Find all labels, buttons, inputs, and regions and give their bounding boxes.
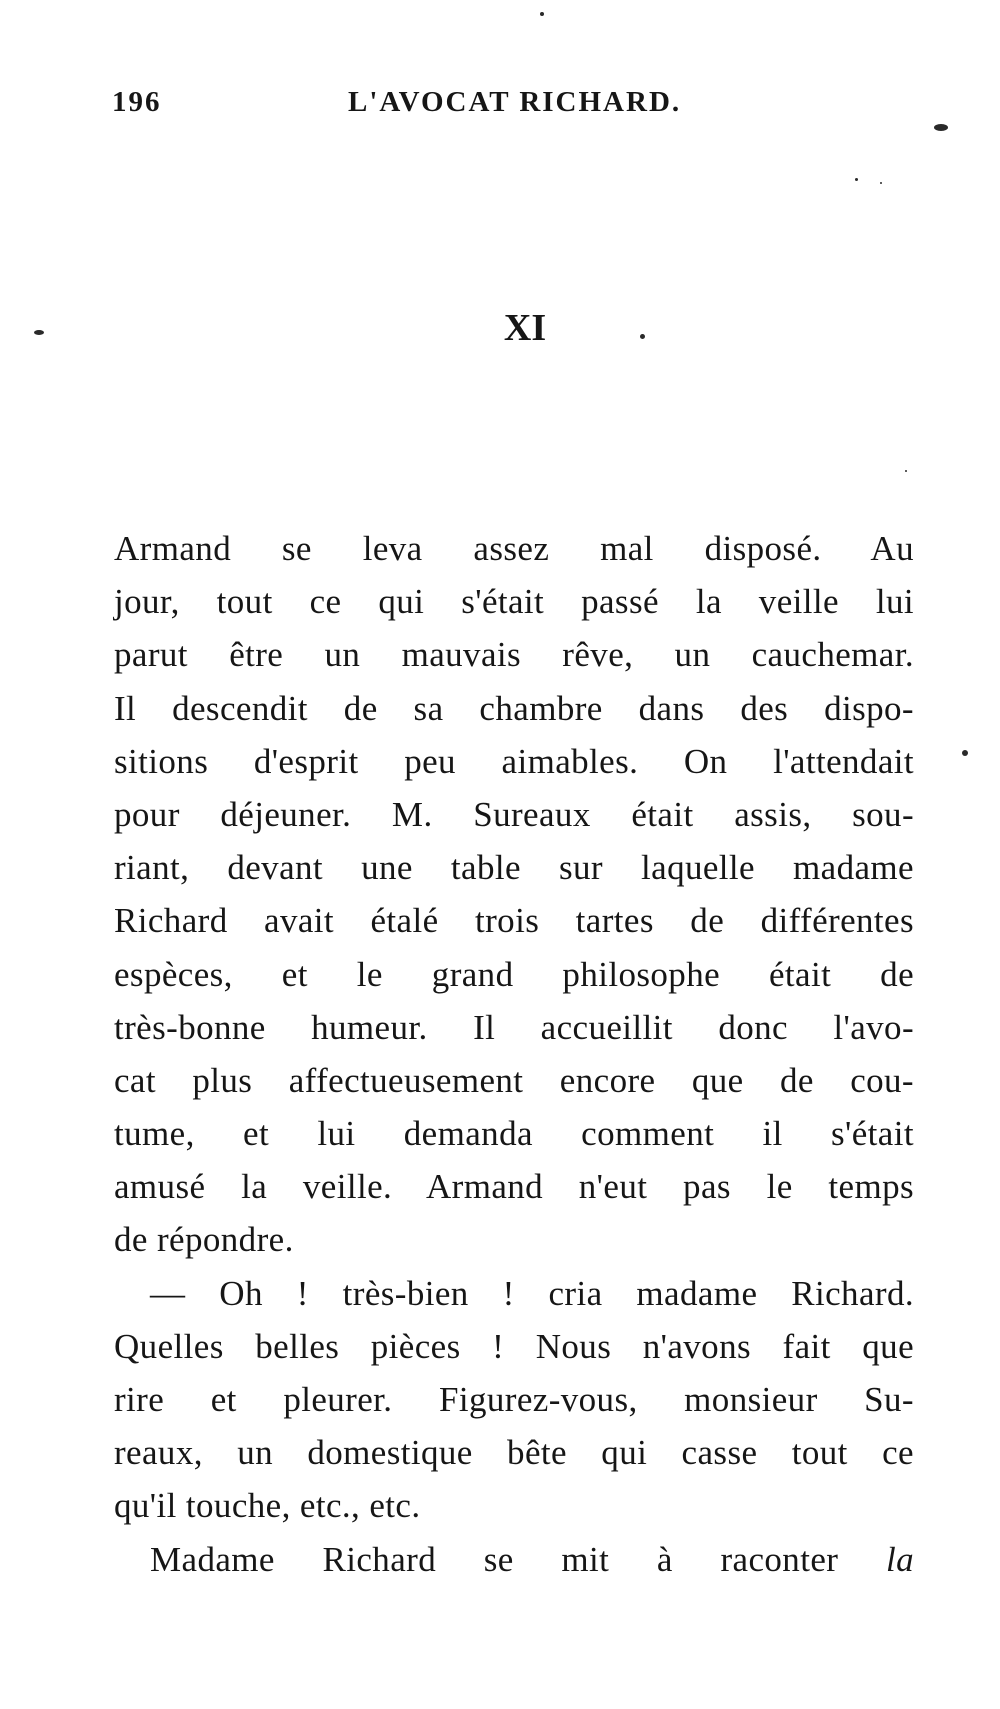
text-line: tume, et lui demanda comment il s'était	[114, 1114, 914, 1154]
text-line: — Oh ! très-bien ! cria madame Richard.	[150, 1273, 914, 1313]
text-line-content: Madame Richard se mit à raconter	[150, 1539, 839, 1579]
text-line: qu'il touche, etc., etc.	[114, 1486, 421, 1526]
text-line: très-bonne humeur. Il accueillit donc l'avo-	[114, 1007, 914, 1047]
running-title: L'AVOCAT RICHARD.	[348, 86, 682, 118]
text-line: rire et pleurer. Figurez-vous, monsieur Su-	[114, 1380, 914, 1419]
text-line: sitions d'esprit peu aimables. On l'attendait	[114, 741, 914, 781]
text-line: amusé la veille. Armand n'eut pas le temps	[114, 1167, 914, 1207]
text-line: reaux, un domestique bête qui casse tout ce	[114, 1433, 914, 1473]
scan-speck	[540, 12, 544, 16]
text-line: Armand se leva assez mal disposé. Au	[114, 529, 914, 568]
text-line: parut être un mauvais rêve, un cauchemar.	[114, 635, 914, 675]
scan-speck	[640, 334, 645, 339]
scan-speck	[962, 750, 968, 756]
text-line: Richard avait étalé trois tartes de différentes	[114, 901, 914, 941]
scan-speck	[34, 330, 44, 335]
text-line: de répondre.	[114, 1220, 294, 1260]
scan-speck	[880, 182, 882, 184]
running-head	[112, 86, 682, 126]
chapter-heading: XI	[503, 307, 547, 349]
scan-speck	[934, 124, 948, 131]
scan-speck	[905, 470, 907, 472]
text-line: Il descendit de sa chambre dans des dispo-	[114, 688, 914, 728]
body-text	[114, 522, 914, 1586]
text-line: pour déjeuner. M. Sureaux était assis, sou-	[114, 794, 914, 834]
page-number: 196	[112, 86, 162, 118]
text-line	[114, 1533, 914, 1586]
text-line: cat plus affectueusement encore que de cou-	[114, 1060, 914, 1100]
text-line: Quelles belles pièces ! Nous n'avons fait que	[114, 1326, 914, 1366]
text-line: riant, devant une table sur laquelle madame	[114, 848, 914, 888]
italic-word: la	[885, 1539, 914, 1579]
scan-speck	[855, 178, 858, 181]
text-line: jour, tout ce qui s'était passé la veille lui	[114, 582, 914, 622]
text-line: espèces, et le grand philosophe était de	[114, 954, 914, 994]
